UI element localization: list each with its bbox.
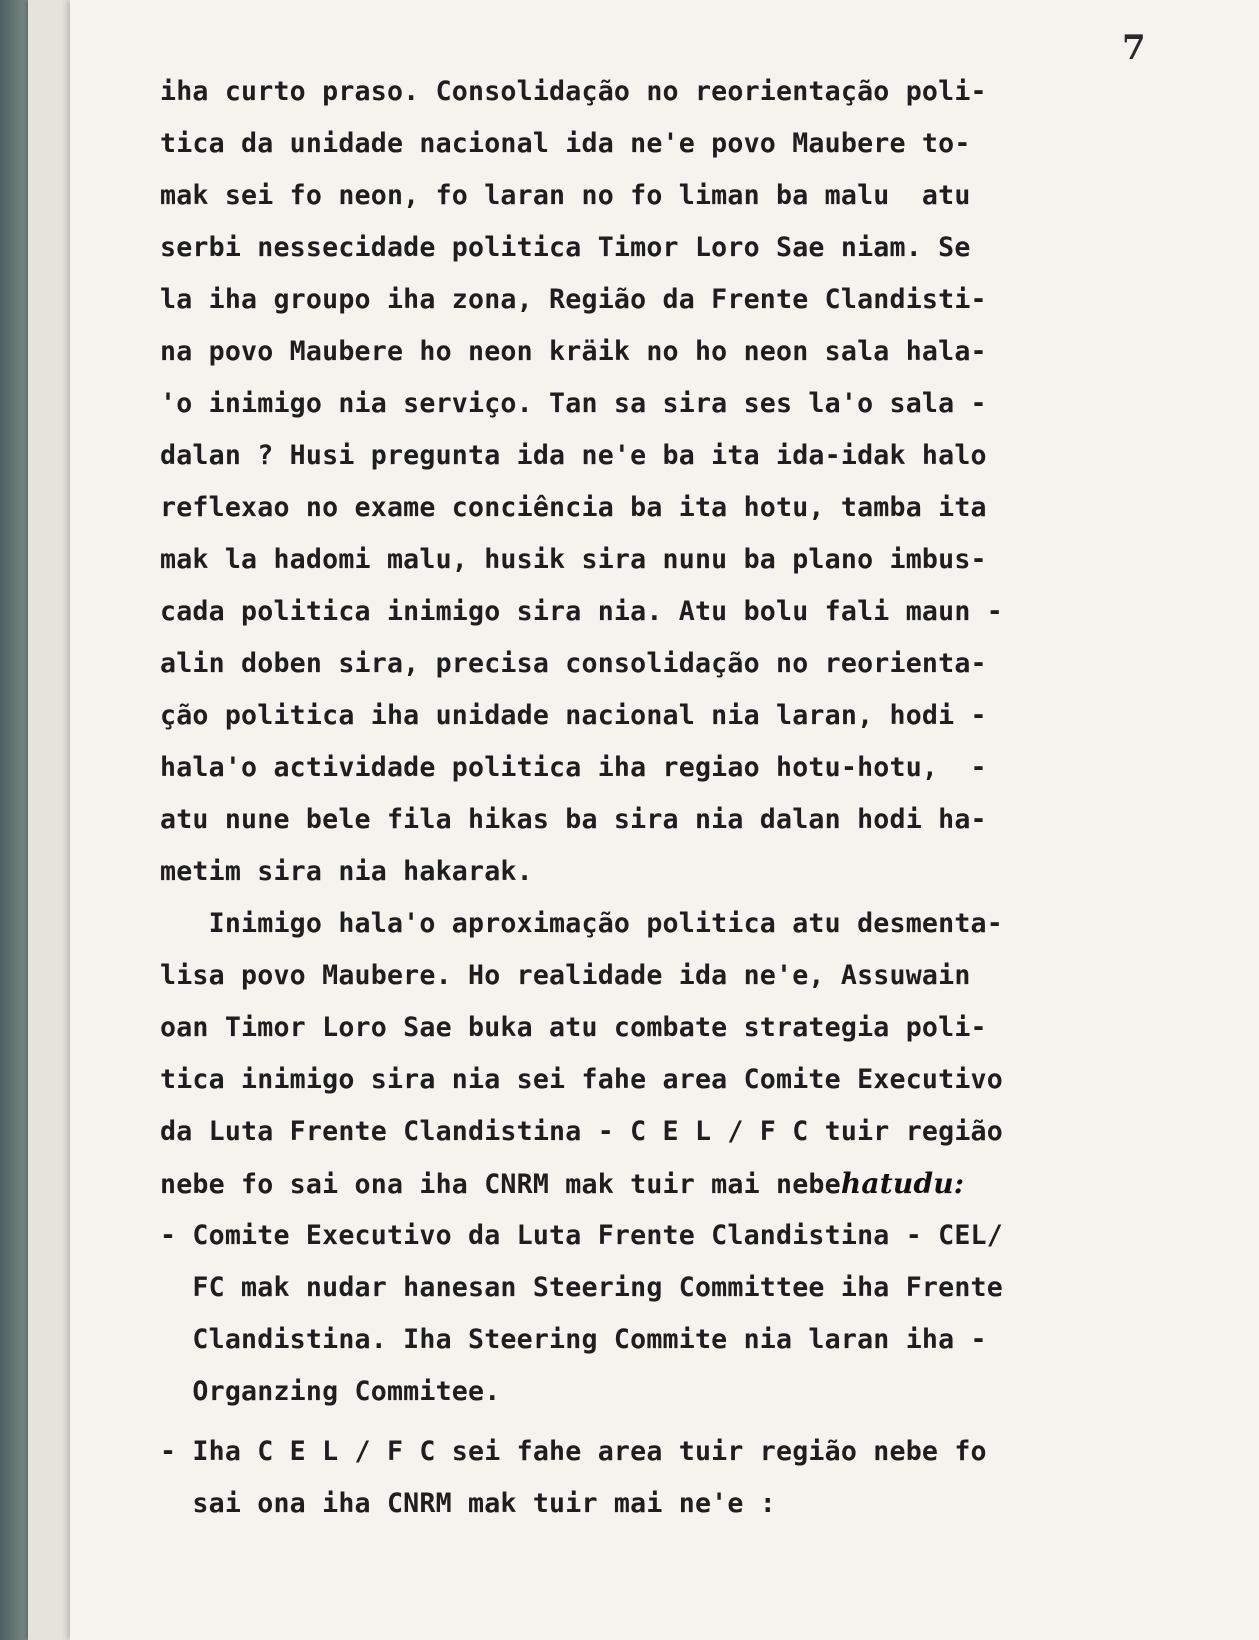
paragraph-start-line: Inimigo hala'o aproximação politica atu desmenta- (160, 908, 1003, 939)
text-line: reflexao no exame conciência ba ita hotu, tamba ita (160, 492, 987, 523)
text-line: cada politica inimigo sira nia. Atu bolu fali maun - (160, 596, 1003, 627)
text-line: atu nune bele fila hikas ba sira nia dalan hodi ha- (160, 804, 987, 835)
list-item-line: FC mak nudar hanesan Steering Committee iha Frente (160, 1272, 1003, 1303)
handwritten-annotation: hatudu: (840, 1167, 965, 1200)
text-line: lisa povo Maubere. Ho realidade ida ne'e, Assuwain (160, 960, 971, 991)
text-line-with-annotation (160, 1158, 1240, 1210)
text-line: alin doben sira, precisa consolidação no reorienta- (160, 648, 987, 679)
text-line: metim sira nia hakarak. (160, 856, 533, 887)
text-line: tica da unidade nacional ida ne'e povo Maubere to- (160, 128, 971, 159)
list-item-line: Organzing Commitee. (160, 1376, 501, 1407)
text-line-content: nebe fo sai ona iha CNRM mak tuir mai nebe (160, 1169, 841, 1200)
text-line: serbi nessecidade politica Timor Loro Sae niam. Se (160, 232, 971, 263)
text-line: na povo Maubere ho neon kräik no ho neon sala hala- (160, 336, 987, 367)
list-item-line: Clandistina. Iha Steering Commite nia laran iha - (160, 1324, 987, 1355)
text-line: da Luta Frente Clandistina - C E L / F C tuir região (160, 1116, 1003, 1147)
text-line: mak sei fo neon, fo laran no fo liman ba malu atu (160, 180, 971, 211)
text-line: tica inimigo sira nia sei fahe area Comite Executivo (160, 1064, 1003, 1095)
list-item-line: - Comite Executivo da Luta Frente Clandistina - CEL/ (160, 1220, 1003, 1251)
text-line: dalan ? Husi pregunta ida ne'e ba ita ida-idak halo (160, 440, 987, 471)
text-line: ção politica iha unidade nacional nia laran, hodi - (160, 700, 987, 731)
text-line: iha curto praso. Consolidação no reorientação poli- (160, 76, 987, 107)
typewritten-body (160, 66, 1240, 1530)
text-line: mak la hadomi malu, husik sira nunu ba plano imbus- (160, 544, 987, 575)
text-line: 'o inimigo nia serviço. Tan sa sira ses la'o sala - (160, 388, 987, 419)
text-line: oan Timor Loro Sae buka atu combate strategia poli- (160, 1012, 987, 1043)
text-line: hala'o actividade politica iha regiao hotu-hotu, - (160, 752, 987, 783)
list-item-line: sai ona iha CNRM mak tuir mai ne'e : (160, 1488, 777, 1519)
list-item-line: - Iha C E L / F C sei fahe area tuir região nebe fo (160, 1436, 987, 1467)
page-number: 7 (1122, 28, 1146, 68)
text-line: la iha groupo iha zona, Região da Frente Clandisti- (160, 284, 987, 315)
document-page (70, 0, 1259, 1640)
